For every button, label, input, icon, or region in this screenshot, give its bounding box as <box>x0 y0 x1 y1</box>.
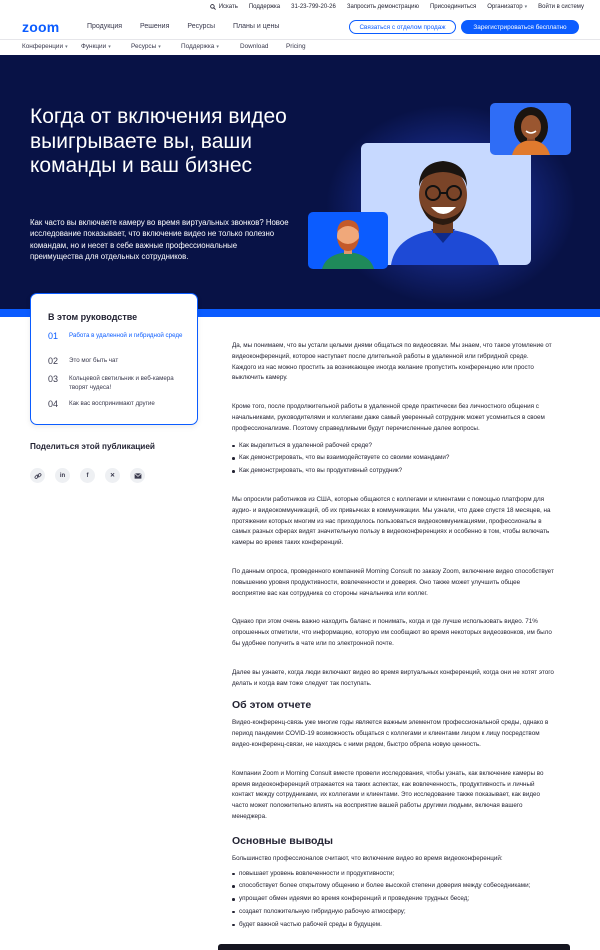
nav-link-resources[interactable]: Ресурсы <box>187 23 215 30</box>
toc-item-number: 02 <box>48 356 59 366</box>
contact-sales-button[interactable]: Связаться с отделом продаж <box>349 20 456 34</box>
toc-item-number: 03 <box>48 374 59 384</box>
organizer-label: Организатор <box>487 4 523 10</box>
subnav-features[interactable] <box>81 43 111 50</box>
toc-item-number: 04 <box>48 399 59 409</box>
list-item: создает положительную гибридную рабочую атмосферу; <box>232 907 554 918</box>
toc-item-label: Работа в удаленной и гибридной среде <box>69 332 183 339</box>
participant-frame-woman <box>490 103 571 155</box>
search-icon <box>210 4 216 10</box>
article-body <box>232 341 554 948</box>
subnav-download[interactable]: Download <box>240 43 269 50</box>
page-title: Когда от включения видео выигрываете вы, ваши команды и ваш бизнес <box>30 105 287 177</box>
utility-bar <box>0 0 600 14</box>
article-paragraph: Да, мы понимаем, что вы устали целыми днями общаться по видеосвязи. Мы знаем, что такое утомление от видеоконференций, которое наступает после длительной работы в удаленной или гибридной среде. Каждого из нас можно простить за возникающее иногда желание пропустить конференцию или просто выключить камеру. <box>232 342 552 382</box>
toc-item-label: Как вас воспринимают другие <box>69 400 155 407</box>
organizer-dropdown[interactable] <box>487 4 527 10</box>
subnav-features-label: Функции <box>81 43 107 50</box>
register-button[interactable]: Зарегистрироваться бесплатно <box>461 20 579 34</box>
join-link[interactable]: Присоединиться <box>429 4 477 10</box>
signin-link[interactable]: Войти в систему <box>538 4 584 10</box>
section-heading-findings: Основные выводы <box>232 834 333 847</box>
toc-item-label: Кольцевой светильник и веб-камера творят чудеса! <box>69 375 174 391</box>
chevron-down-icon: ▾ <box>524 4 528 10</box>
list-item: способствует более открытому общению и более высокой степени доверия между собеседниками; <box>232 881 554 892</box>
subnav-conferences[interactable] <box>22 43 68 50</box>
support-link[interactable]: Поддержка <box>248 4 281 10</box>
article-paragraph: Большинство профессионалов считают, что включение видео во время видеоконференций: <box>232 854 503 862</box>
article-paragraph: Кроме того, после продолжительной работы в удаленной среде практически без личностного общения с начальниками, руководителями и коллегами даже самый уверенный сотрудник может усомниться в своем профессионализме. Поэтому справедливыми будут перечисленные далее вопросы. <box>232 403 545 432</box>
toc-item-number: 01 <box>48 331 59 341</box>
toc-item-label: Это мог быть чат <box>69 357 119 364</box>
nav-link-solutions[interactable]: Решения <box>140 23 170 30</box>
share-title: Поделиться этой публикацией <box>30 442 155 451</box>
share-icons <box>30 468 145 483</box>
participant-frame-man <box>308 212 388 269</box>
bearded-man-avatar-illustration <box>308 212 388 269</box>
email-icon[interactable] <box>130 468 145 483</box>
sub-nav <box>0 40 600 55</box>
article-paragraph: Видео-конференц-связь уже многие годы является важным элементом профессиональной среды, однако в период пандемии COVID-19 возможность общаться с коллегами и клиентами лицом к лицу посредством видео-конференц-связи, не находясь с ними рядом, быстро обрела новую ценность. <box>232 719 549 748</box>
zoom-logo[interactable]: zoom <box>22 19 60 35</box>
list-item: повышает уровень вовлеченности и продуктивности; <box>232 869 554 880</box>
toc-item-2[interactable] <box>48 356 184 366</box>
chevron-down-icon: ▾ <box>216 44 219 50</box>
subnav-pricing[interactable]: Pricing <box>286 43 306 50</box>
article-paragraph: По данным опроса, проведенного компанией Morning Consult по заказу Zoom, включение видео способствует повышению уровня продуктивности, вовлеченности и доверия. Оно также может улучшить общее восприятие вас как сотрудника со стороны начальника или коллег. <box>232 567 554 597</box>
facebook-icon[interactable]: f <box>80 468 95 483</box>
section-heading-report: Об этом отчете <box>232 699 312 712</box>
subnav-resources-label: Ресурсы <box>131 43 157 50</box>
article-paragraph: Компании Zoom и Morning Consult вместе провели исследования, чтобы узнать, как включение камеры во время видеоконференций отражается на таких аспектах, как вовлеченность, продуктивность и личный контакт между сотрудниками, их коллегами и клиентами. Это исследование также показывает, как видео часто может положительно влиять на восприятие вашей работы другими людьми, включая вашего менеджера. <box>232 769 544 820</box>
chevron-down-icon: ▾ <box>108 44 111 50</box>
questions-list <box>232 441 554 477</box>
subnav-resources[interactable] <box>131 43 161 50</box>
x-icon[interactable]: ✕ <box>105 468 120 483</box>
bottom-banner-edge <box>218 944 570 950</box>
toc-title: В этом руководстве <box>48 312 138 322</box>
linkedin-icon[interactable]: in <box>55 468 70 483</box>
chevron-down-icon: ▾ <box>65 44 68 50</box>
list-item: упрощает обмен идеями во время конференций и проведение трудных бесед; <box>232 894 554 905</box>
phone-link[interactable]: 31-23-799-20-26 <box>291 4 336 10</box>
link-icon[interactable] <box>30 468 45 483</box>
search-label: Искать <box>218 4 238 10</box>
search-link[interactable] <box>210 4 238 10</box>
subnav-support-label: Поддержка <box>181 43 215 50</box>
hero-section <box>0 55 600 309</box>
nav-links <box>87 23 279 30</box>
article-paragraph: Далее вы узнаете, когда люди включают видео во время виртуальных конференций, когда они не хотят этого делать и когда вам тоже следует так поступать. <box>232 668 554 687</box>
toc-card <box>30 293 198 425</box>
chevron-down-icon: ▾ <box>158 44 161 50</box>
list-item: будет важной частью рабочей среды в будущем. <box>232 920 554 931</box>
nav-link-products[interactable]: Продукция <box>87 23 123 30</box>
list-item: Как демонстрировать, что вы продуктивный сотрудник? <box>232 466 554 477</box>
findings-list <box>232 869 554 931</box>
toc-item-1[interactable] <box>48 331 184 341</box>
subnav-conferences-label: Конференции <box>22 43 64 50</box>
article-paragraph: Однако при этом очень важно находить баланс и понимать, когда и где лучше использовать видео. 71% опрошенных отметили, что информацию, которую им сообщают во время некоторых видеозвонков, им было бы удобнее получить в чате или по электронной почте. <box>232 618 552 647</box>
list-item: Как демонстрировать, что вы взаимодействуете со своими командами? <box>232 453 554 464</box>
nav-link-pricing[interactable]: Планы и цены <box>232 23 280 30</box>
article-paragraph: Мы опросили работников из США, которые общаются с коллегами и клиентами с помощью платформ для аудио- и видеокоммуникаций, об их привычках в коммуникации. Мы узнали, что даже спустя 18 месяцев, на протяжении которых многим из нас приходилось пользоваться видеокоммуникациями, профессионалы в самых разных сферах видят значительную пользу в видеоконференциях и особенно в том, чтобы включать камеры во время таких конференций. <box>232 495 551 547</box>
demo-link[interactable]: Запросить демонстрацию <box>346 4 419 10</box>
toc-item-4[interactable] <box>48 399 184 409</box>
toc-item-3[interactable] <box>48 374 184 392</box>
woman-avatar-illustration <box>490 103 571 155</box>
list-item: Как выделиться в удаленной рабочей среде? <box>232 441 554 452</box>
hero-lead: Как часто вы включаете камеру во время виртуальных звонков? Новое исследование показывает, что включение видео не только полезно командам, но и несет в себе важные профессиональные преимущества для отдельных сотрудников. <box>30 218 289 261</box>
subnav-support[interactable] <box>181 43 219 50</box>
